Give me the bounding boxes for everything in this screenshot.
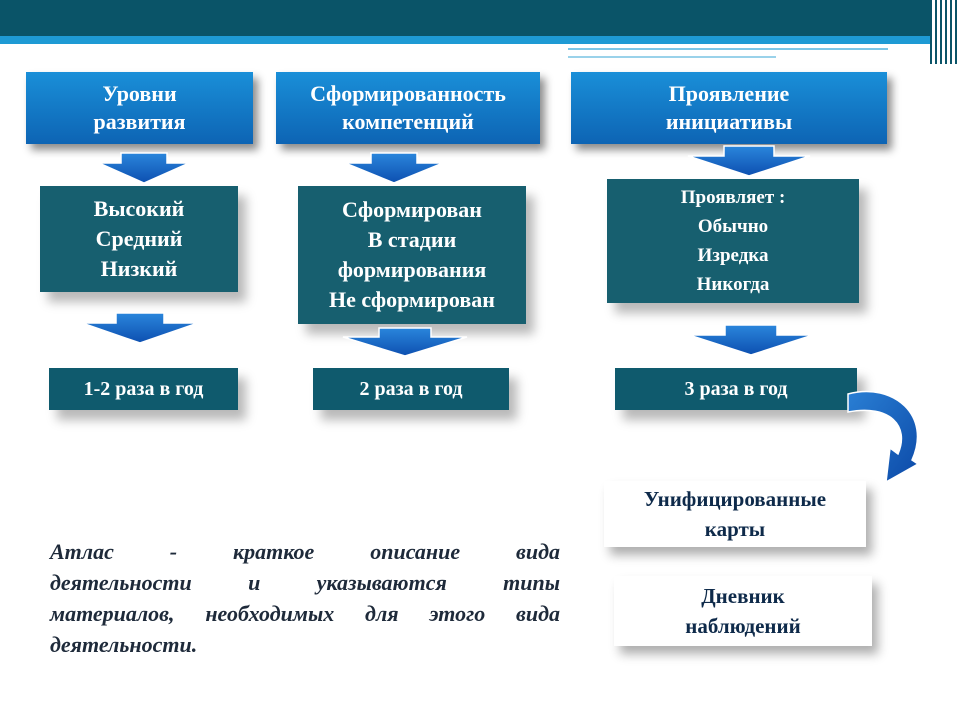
header-box-levels bbox=[26, 72, 253, 144]
atlas-line: деятельности. bbox=[50, 632, 198, 657]
header-line: Уровни bbox=[102, 81, 177, 106]
down-arrow-icon bbox=[99, 153, 189, 183]
competence-item: Сформирован bbox=[342, 197, 482, 222]
competence-item: В стадии bbox=[367, 227, 457, 252]
unified-cards-line: Унифицированные bbox=[643, 487, 827, 511]
header-line: инициативы bbox=[665, 109, 793, 134]
atlas-note bbox=[50, 536, 560, 660]
header-accent-stripe bbox=[0, 36, 930, 44]
atlas-line: Атлас - краткое описание вида bbox=[50, 539, 560, 564]
diary-line: наблюдений bbox=[685, 614, 801, 638]
unified-cards-line: карты bbox=[704, 517, 766, 541]
frequency-box bbox=[49, 368, 238, 410]
header-box-competence bbox=[276, 72, 540, 144]
down-arrow-icon bbox=[689, 325, 813, 355]
down-arrow-icon bbox=[343, 328, 467, 356]
competence-box bbox=[298, 186, 526, 324]
initiative-item: Проявляет : bbox=[680, 187, 786, 208]
frequency-label: 1-2 раза в год bbox=[83, 377, 204, 400]
atlas-line: деятельности и указываются типы bbox=[50, 570, 560, 595]
competence-item: Не сформирован bbox=[329, 287, 495, 312]
down-arrow-icon bbox=[82, 313, 198, 343]
initiative-box bbox=[607, 179, 859, 303]
down-arrow-icon bbox=[688, 146, 810, 176]
initiative-item: Никогда bbox=[696, 274, 770, 295]
frequency-label: 2 раза в год bbox=[359, 377, 463, 400]
header-thin-line bbox=[568, 48, 888, 50]
diary-box bbox=[614, 576, 872, 646]
header-line: компетенций bbox=[342, 109, 474, 134]
unified-cards-box bbox=[604, 481, 866, 547]
initiative-item: Обычно bbox=[697, 216, 769, 237]
header-box-initiative bbox=[571, 72, 887, 144]
header-vertical-stripes bbox=[930, 0, 960, 64]
level-item: Высокий bbox=[93, 196, 185, 221]
header-thin-line bbox=[568, 56, 776, 58]
level-item: Низкий bbox=[100, 256, 178, 281]
frequency-box bbox=[615, 368, 857, 410]
frequency-box bbox=[313, 368, 509, 410]
competence-item: формирования bbox=[337, 257, 487, 282]
frequency-label: 3 раза в год bbox=[684, 377, 788, 400]
header-line: Сформированность bbox=[310, 81, 506, 106]
levels-box bbox=[40, 186, 238, 292]
curved-arrow-icon bbox=[846, 386, 926, 486]
atlas-line: материалов, необходимых для этого вида bbox=[50, 601, 560, 626]
down-arrow-icon bbox=[345, 153, 443, 183]
header-bar bbox=[0, 0, 930, 36]
header-line: развития bbox=[93, 109, 186, 134]
diary-line: Дневник bbox=[701, 584, 785, 608]
initiative-item: Изредка bbox=[697, 245, 769, 266]
level-item: Средний bbox=[95, 226, 183, 251]
header-line: Проявление bbox=[668, 81, 790, 106]
